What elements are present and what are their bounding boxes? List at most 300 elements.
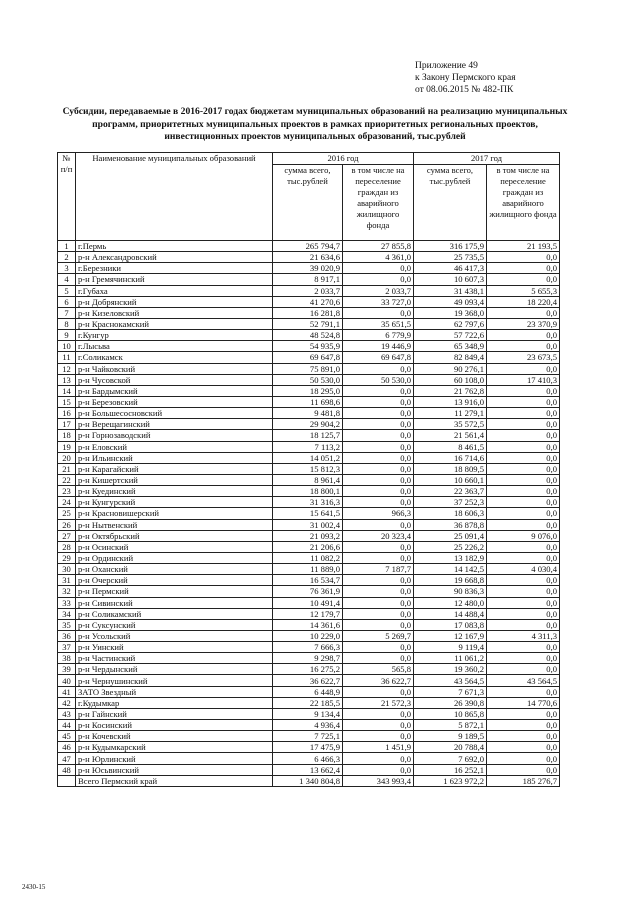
- row-total-2016: 36 622,7: [273, 675, 343, 686]
- row-total-2017: 17 083,8: [414, 619, 487, 630]
- row-resettlement-2017: 9 076,0: [487, 530, 560, 541]
- header-total-2016: сумма всего, тыс.рублей: [273, 165, 343, 241]
- row-resettlement-2016: 0,0: [343, 307, 414, 318]
- row-number: 16: [58, 408, 76, 419]
- row-resettlement-2017: 0,0: [487, 341, 560, 352]
- row-municipality: р-н Кишертский: [76, 474, 273, 485]
- table-row: [58, 642, 560, 653]
- row-municipality: р-н Усольский: [76, 630, 273, 641]
- row-total-2017: 18 809,5: [414, 463, 487, 474]
- row-total-2017: 10 865,8: [414, 708, 487, 719]
- row-resettlement-2017: 4 311,3: [487, 630, 560, 641]
- row-municipality: р-н Кудымкарский: [76, 742, 273, 753]
- row-total-2016: 1 340 804,8: [273, 775, 343, 786]
- table-row: [58, 775, 560, 786]
- row-total-2017: 16 714,6: [414, 452, 487, 463]
- row-number: 43: [58, 708, 76, 719]
- row-municipality: р-н Частинский: [76, 653, 273, 664]
- table-row: [58, 742, 560, 753]
- table-row: [58, 664, 560, 675]
- row-number: 27: [58, 530, 76, 541]
- row-resettlement-2016: 0,0: [343, 753, 414, 764]
- row-total-2017: 19 360,2: [414, 664, 487, 675]
- row-number: 41: [58, 686, 76, 697]
- table-row: [58, 541, 560, 552]
- row-total-2017: 12 480,0: [414, 597, 487, 608]
- row-resettlement-2016: 7 187,7: [343, 564, 414, 575]
- row-total-2016: 7 725,1: [273, 731, 343, 742]
- row-municipality: р-н Чердынский: [76, 664, 273, 675]
- row-resettlement-2017: 0,0: [487, 463, 560, 474]
- table-row: [58, 497, 560, 508]
- row-total-2017: 22 363,7: [414, 486, 487, 497]
- table-row: [58, 564, 560, 575]
- row-resettlement-2016: 0,0: [343, 430, 414, 441]
- row-resettlement-2017: 0,0: [487, 430, 560, 441]
- row-total-2017: 10 660,1: [414, 474, 487, 485]
- row-resettlement-2016: 0,0: [343, 731, 414, 742]
- row-municipality: р-н Оханский: [76, 564, 273, 575]
- row-total-2016: 7 113,2: [273, 441, 343, 452]
- table-row: [58, 508, 560, 519]
- table-row: [58, 597, 560, 608]
- row-total-2016: 41 270,6: [273, 296, 343, 307]
- table-row: [58, 307, 560, 318]
- row-municipality: ЗАТО Звездный: [76, 686, 273, 697]
- row-municipality: р-н Юсьвинский: [76, 764, 273, 775]
- table-row: [58, 552, 560, 563]
- row-municipality: г.Кунгур: [76, 330, 273, 341]
- row-number: 17: [58, 419, 76, 430]
- row-municipality: р-н Краснокамский: [76, 318, 273, 329]
- table-row: [58, 285, 560, 296]
- row-total-2017: 25 735,5: [414, 252, 487, 263]
- row-total-2017: 62 797,6: [414, 318, 487, 329]
- row-total-2016: 10 229,0: [273, 630, 343, 641]
- row-number: 45: [58, 731, 76, 742]
- row-total-2017: 43 564,5: [414, 675, 487, 686]
- row-number: 48: [58, 764, 76, 775]
- row-resettlement-2017: 18 220,4: [487, 296, 560, 307]
- row-number: 15: [58, 396, 76, 407]
- row-number: 21: [58, 463, 76, 474]
- row-total-2016: 18 800,1: [273, 486, 343, 497]
- row-number: 20: [58, 452, 76, 463]
- row-number: 5: [58, 285, 76, 296]
- row-resettlement-2017: 43 564,5: [487, 675, 560, 686]
- row-total-2016: 14 361,6: [273, 619, 343, 630]
- row-total-2017: 37 252,3: [414, 497, 487, 508]
- table-row: [58, 586, 560, 597]
- row-municipality: р-н Пермский: [76, 586, 273, 597]
- row-municipality: Всего Пермский край: [76, 775, 273, 786]
- row-resettlement-2017: 0,0: [487, 686, 560, 697]
- row-number: 8: [58, 318, 76, 329]
- table-row: [58, 408, 560, 419]
- row-municipality: р-н Гремячинский: [76, 274, 273, 285]
- table-row: [58, 252, 560, 263]
- row-total-2017: 9 189,5: [414, 731, 487, 742]
- row-total-2017: 31 438,1: [414, 285, 487, 296]
- row-total-2016: 14 051,2: [273, 452, 343, 463]
- row-total-2017: 25 226,2: [414, 541, 487, 552]
- row-total-2016: 52 791,1: [273, 318, 343, 329]
- row-municipality: р-н Бардымский: [76, 385, 273, 396]
- row-total-2016: 16 275,2: [273, 664, 343, 675]
- table-row: [58, 241, 560, 252]
- row-resettlement-2016: 0,0: [343, 263, 414, 274]
- row-municipality: р-н Кунгурский: [76, 497, 273, 508]
- row-resettlement-2017: 0,0: [487, 597, 560, 608]
- row-municipality: р-н Чернушинский: [76, 675, 273, 686]
- table-row: [58, 575, 560, 586]
- row-total-2016: 9 298,7: [273, 653, 343, 664]
- row-total-2016: 18 125,7: [273, 430, 343, 441]
- row-total-2016: 9 134,4: [273, 708, 343, 719]
- row-resettlement-2016: 565,8: [343, 664, 414, 675]
- row-municipality: р-н Кочевский: [76, 731, 273, 742]
- row-municipality: г.Губаха: [76, 285, 273, 296]
- table-row: [58, 653, 560, 664]
- row-resettlement-2017: 0,0: [487, 575, 560, 586]
- row-resettlement-2016: 0,0: [343, 586, 414, 597]
- row-number: 18: [58, 430, 76, 441]
- table-row: [58, 318, 560, 329]
- row-resettlement-2016: 4 361,0: [343, 252, 414, 263]
- row-number: 9: [58, 330, 76, 341]
- row-resettlement-2017: 23 673,5: [487, 352, 560, 363]
- row-municipality: р-н Чайковский: [76, 363, 273, 374]
- row-total-2017: 90 276,1: [414, 363, 487, 374]
- table-row: [58, 463, 560, 474]
- table-row: [58, 753, 560, 764]
- row-municipality: р-н Осинский: [76, 541, 273, 552]
- row-total-2017: 16 252,1: [414, 764, 487, 775]
- row-resettlement-2017: 0,0: [487, 419, 560, 430]
- row-number: 25: [58, 508, 76, 519]
- row-resettlement-2017: 0,0: [487, 274, 560, 285]
- row-municipality: г.Кудымкар: [76, 697, 273, 708]
- row-resettlement-2017: 23 370,9: [487, 318, 560, 329]
- row-total-2016: 4 936,4: [273, 720, 343, 731]
- row-total-2017: 12 167,9: [414, 630, 487, 641]
- row-total-2016: 29 904,2: [273, 419, 343, 430]
- table-row: [58, 619, 560, 630]
- table-row: [58, 452, 560, 463]
- row-total-2016: 16 281,8: [273, 307, 343, 318]
- row-total-2016: 10 491,4: [273, 597, 343, 608]
- row-resettlement-2016: 0,0: [343, 419, 414, 430]
- row-resettlement-2016: 0,0: [343, 552, 414, 563]
- row-number: 32: [58, 586, 76, 597]
- document-title: Субсидии, передаваемые в 2016-2017 годах бюджетам муниципальных образований на реализацию муниципальных программ, приоритетных муниципальных проектов в рамках приоритетных региональных проектов, инвестиционных проектов муниципальных образований, тыс.рублей: [62, 106, 568, 142]
- row-resettlement-2017: 0,0: [487, 742, 560, 753]
- row-municipality: г.Березники: [76, 263, 273, 274]
- row-total-2016: 31 002,4: [273, 519, 343, 530]
- row-resettlement-2016: 0,0: [343, 519, 414, 530]
- row-total-2016: 18 295,0: [273, 385, 343, 396]
- row-total-2016: 48 524,8: [273, 330, 343, 341]
- table-row: [58, 374, 560, 385]
- row-resettlement-2017: 0,0: [487, 519, 560, 530]
- row-total-2016: 21 634,6: [273, 252, 343, 263]
- row-number: 2: [58, 252, 76, 263]
- row-municipality: р-н Карагайский: [76, 463, 273, 474]
- row-total-2017: 5 872,1: [414, 720, 487, 731]
- row-resettlement-2016: 0,0: [343, 720, 414, 731]
- table-row: [58, 519, 560, 530]
- row-number: 6: [58, 296, 76, 307]
- row-resettlement-2016: 0,0: [343, 463, 414, 474]
- table-row: [58, 697, 560, 708]
- row-resettlement-2016: 19 446,9: [343, 341, 414, 352]
- row-total-2016: 2 033,7: [273, 285, 343, 296]
- appendix-line-1: Приложение 49: [415, 61, 478, 71]
- row-total-2017: 60 108,0: [414, 374, 487, 385]
- row-resettlement-2017: 0,0: [487, 363, 560, 374]
- row-total-2016: 75 891,0: [273, 363, 343, 374]
- row-number: 37: [58, 642, 76, 653]
- row-resettlement-2016: 21 572,3: [343, 697, 414, 708]
- row-resettlement-2016: 0,0: [343, 619, 414, 630]
- row-municipality: г.Пермь: [76, 241, 273, 252]
- row-resettlement-2016: 27 855,8: [343, 241, 414, 252]
- row-number: 42: [58, 697, 76, 708]
- row-municipality: р-н Суксунский: [76, 619, 273, 630]
- row-number: 47: [58, 753, 76, 764]
- row-resettlement-2017: 0,0: [487, 619, 560, 630]
- row-total-2017: 19 368,0: [414, 307, 487, 318]
- row-total-2016: 11 698,6: [273, 396, 343, 407]
- row-resettlement-2017: 21 193,5: [487, 241, 560, 252]
- table-row: [58, 720, 560, 731]
- row-total-2017: 36 878,8: [414, 519, 487, 530]
- row-resettlement-2016: 0,0: [343, 541, 414, 552]
- table-row: [58, 274, 560, 285]
- row-number: 13: [58, 374, 76, 385]
- row-number: 7: [58, 307, 76, 318]
- row-total-2016: 13 662,4: [273, 764, 343, 775]
- row-municipality: р-н Сивинский: [76, 597, 273, 608]
- row-resettlement-2017: 0,0: [487, 452, 560, 463]
- row-total-2017: 65 348,9: [414, 341, 487, 352]
- row-municipality: р-н Добрянский: [76, 296, 273, 307]
- row-resettlement-2016: 20 323,4: [343, 530, 414, 541]
- row-number: 24: [58, 497, 76, 508]
- row-resettlement-2016: 0,0: [343, 653, 414, 664]
- row-resettlement-2017: 5 655,3: [487, 285, 560, 296]
- row-number: 34: [58, 608, 76, 619]
- row-municipality: р-н Октябрьский: [76, 530, 273, 541]
- document-code: 2430-15: [22, 883, 46, 891]
- row-total-2016: 31 316,3: [273, 497, 343, 508]
- row-total-2017: 13 182,9: [414, 552, 487, 563]
- row-number: 4: [58, 274, 76, 285]
- table-row: [58, 385, 560, 396]
- row-number: 12: [58, 363, 76, 374]
- row-total-2017: 11 279,1: [414, 408, 487, 419]
- row-resettlement-2016: 33 727,0: [343, 296, 414, 307]
- table-body: [58, 241, 560, 787]
- row-number: 36: [58, 630, 76, 641]
- row-resettlement-2017: 0,0: [487, 731, 560, 742]
- table-row: [58, 731, 560, 742]
- table-row: [58, 330, 560, 341]
- row-total-2017: 14 488,4: [414, 608, 487, 619]
- row-total-2016: 12 179,7: [273, 608, 343, 619]
- header-year-2016: 2016 год: [273, 153, 414, 165]
- row-resettlement-2017: 4 030,4: [487, 564, 560, 575]
- row-number: 10: [58, 341, 76, 352]
- row-total-2017: 7 671,3: [414, 686, 487, 697]
- row-resettlement-2016: 0,0: [343, 708, 414, 719]
- row-total-2017: 10 607,3: [414, 274, 487, 285]
- row-resettlement-2016: 0,0: [343, 452, 414, 463]
- table-row: [58, 263, 560, 274]
- table-row: [58, 764, 560, 775]
- row-resettlement-2016: 966,3: [343, 508, 414, 519]
- row-resettlement-2016: 0,0: [343, 642, 414, 653]
- row-total-2016: 15 641,5: [273, 508, 343, 519]
- table-row: [58, 441, 560, 452]
- row-number: 31: [58, 575, 76, 586]
- row-total-2016: 265 794,7: [273, 241, 343, 252]
- row-total-2017: 13 916,0: [414, 396, 487, 407]
- row-resettlement-2016: 35 651,5: [343, 318, 414, 329]
- row-resettlement-2016: 0,0: [343, 608, 414, 619]
- row-resettlement-2016: 0,0: [343, 497, 414, 508]
- row-municipality: р-н Красновишерский: [76, 508, 273, 519]
- header-total-2017: сумма всего, тыс.рублей: [414, 165, 487, 241]
- appendix-line-3: от 08.06.2015 № 482-ПК: [415, 85, 514, 95]
- row-total-2016: 50 530,0: [273, 374, 343, 385]
- row-resettlement-2016: 69 647,8: [343, 352, 414, 363]
- row-number: 1: [58, 241, 76, 252]
- row-resettlement-2017: 0,0: [487, 307, 560, 318]
- row-municipality: г.Соликамск: [76, 352, 273, 363]
- row-total-2016: 22 185,5: [273, 697, 343, 708]
- header-number: № п/п: [58, 153, 76, 241]
- header-municipality: Наименование муниципальных образований: [76, 153, 273, 241]
- row-number: 3: [58, 263, 76, 274]
- row-total-2016: 54 935,9: [273, 341, 343, 352]
- row-resettlement-2017: 0,0: [487, 541, 560, 552]
- row-resettlement-2017: 0,0: [487, 408, 560, 419]
- row-resettlement-2016: 0,0: [343, 385, 414, 396]
- row-total-2017: 18 606,3: [414, 508, 487, 519]
- row-resettlement-2016: 0,0: [343, 274, 414, 285]
- row-total-2016: 16 534,7: [273, 575, 343, 586]
- row-total-2017: 82 849,4: [414, 352, 487, 363]
- row-total-2016: 39 020,9: [273, 263, 343, 274]
- subsidies-table: [57, 152, 560, 787]
- table-row: [58, 708, 560, 719]
- row-total-2017: 90 836,3: [414, 586, 487, 597]
- table-row: [58, 363, 560, 374]
- row-resettlement-2016: 0,0: [343, 575, 414, 586]
- row-resettlement-2017: 185 276,7: [487, 775, 560, 786]
- row-municipality: р-н Юрлинский: [76, 753, 273, 764]
- row-municipality: р-н Очерский: [76, 575, 273, 586]
- row-total-2017: 35 572,5: [414, 419, 487, 430]
- header-resettlement-2016: в том числе на переселение граждан из аварийного жилищного фонда: [343, 165, 414, 241]
- row-number: 40: [58, 675, 76, 686]
- row-number: 11: [58, 352, 76, 363]
- row-resettlement-2017: 0,0: [487, 608, 560, 619]
- row-total-2016: 11 889,0: [273, 564, 343, 575]
- row-resettlement-2017: 0,0: [487, 508, 560, 519]
- row-resettlement-2017: 0,0: [487, 664, 560, 675]
- row-number: 19: [58, 441, 76, 452]
- row-total-2017: 46 417,3: [414, 263, 487, 274]
- header-resettlement-2017: в том числе на переселение граждан из аварийного жилищного фонда: [487, 165, 560, 241]
- row-resettlement-2016: 343 993,4: [343, 775, 414, 786]
- row-number: 14: [58, 385, 76, 396]
- row-total-2017: 14 142,5: [414, 564, 487, 575]
- row-resettlement-2016: 6 779,9: [343, 330, 414, 341]
- row-municipality: р-н Горнозаводский: [76, 430, 273, 441]
- table-row: [58, 608, 560, 619]
- row-resettlement-2016: 0,0: [343, 441, 414, 452]
- row-number: 30: [58, 564, 76, 575]
- row-total-2017: 8 461,5: [414, 441, 487, 452]
- appendix-line-2: к Закону Пермского края: [415, 73, 516, 83]
- row-municipality: р-н Уинский: [76, 642, 273, 653]
- row-resettlement-2016: 0,0: [343, 363, 414, 374]
- row-resettlement-2017: 0,0: [487, 486, 560, 497]
- table-row: [58, 686, 560, 697]
- row-municipality: р-н Ординский: [76, 552, 273, 563]
- row-resettlement-2017: 0,0: [487, 330, 560, 341]
- row-resettlement-2016: 36 622,7: [343, 675, 414, 686]
- row-resettlement-2017: 0,0: [487, 708, 560, 719]
- row-municipality: р-н Александровский: [76, 252, 273, 263]
- row-municipality: р-н Соликамский: [76, 608, 273, 619]
- table-row: [58, 675, 560, 686]
- row-total-2016: 76 361,9: [273, 586, 343, 597]
- header-year-2017: 2017 год: [414, 153, 560, 165]
- row-total-2016: 6 448,9: [273, 686, 343, 697]
- row-resettlement-2017: 0,0: [487, 753, 560, 764]
- row-number: 28: [58, 541, 76, 552]
- table-row: [58, 341, 560, 352]
- row-resettlement-2017: 14 770,6: [487, 697, 560, 708]
- row-total-2016: 8 961,4: [273, 474, 343, 485]
- row-number: 38: [58, 653, 76, 664]
- row-number: 22: [58, 474, 76, 485]
- row-resettlement-2016: 0,0: [343, 686, 414, 697]
- row-resettlement-2017: 0,0: [487, 653, 560, 664]
- row-number: 35: [58, 619, 76, 630]
- row-resettlement-2017: 0,0: [487, 441, 560, 452]
- row-total-2017: 9 119,4: [414, 642, 487, 653]
- row-resettlement-2017: 0,0: [487, 252, 560, 263]
- row-total-2017: 7 692,0: [414, 753, 487, 764]
- row-resettlement-2016: 5 269,7: [343, 630, 414, 641]
- row-total-2016: 8 917,1: [273, 274, 343, 285]
- row-total-2017: 25 091,4: [414, 530, 487, 541]
- row-resettlement-2016: 0,0: [343, 486, 414, 497]
- table-row: [58, 430, 560, 441]
- row-total-2016: 7 666,3: [273, 642, 343, 653]
- row-resettlement-2016: 0,0: [343, 474, 414, 485]
- row-resettlement-2017: 0,0: [487, 497, 560, 508]
- row-total-2016: 11 082,2: [273, 552, 343, 563]
- row-resettlement-2017: 0,0: [487, 396, 560, 407]
- row-municipality: р-н Большесосновский: [76, 408, 273, 419]
- row-resettlement-2016: 0,0: [343, 597, 414, 608]
- row-resettlement-2017: 0,0: [487, 263, 560, 274]
